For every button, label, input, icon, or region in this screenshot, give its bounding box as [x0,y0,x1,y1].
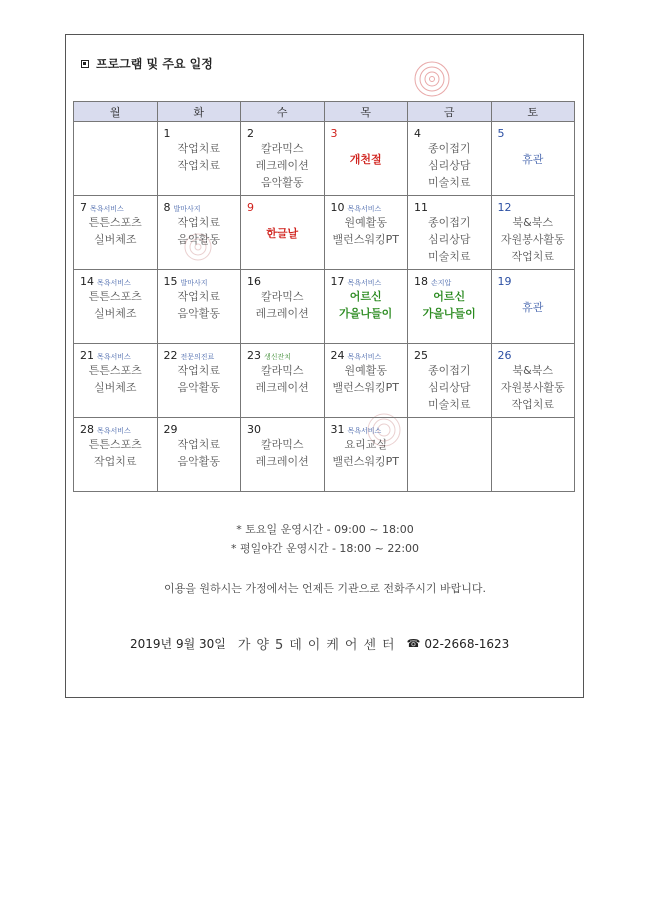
activity: 작업치료 [177,364,220,377]
day-number: 2 [247,127,254,140]
service-tag: 목욕서비스 [347,279,382,287]
calendar-cell [324,196,408,270]
outing-label: 가을나들이 [422,307,476,320]
day-number: 3 [330,127,338,140]
weekday-sat: 토 [491,102,575,122]
activity: 실버체조 [93,307,137,320]
holiday-label: 한글날 [266,227,299,240]
day-number [80,349,131,362]
activity: 원예활동 [344,216,387,229]
activity: 종이접기 [427,216,471,229]
day-number [247,349,291,362]
activity: 심리상담 [427,159,471,172]
day-number-text: 23 [247,349,261,362]
day-number: 11 [414,201,428,214]
day-number [80,423,131,436]
weekday-thu: 목 [324,102,408,122]
service-tag: 손지압 [431,279,452,287]
activity: 작업치료 [177,142,220,155]
calendar-cell [324,122,408,196]
activity: 북&북스 [512,216,553,229]
calendar-cell [74,344,158,418]
day-number: 9 [247,201,254,214]
day-number-text: 24 [330,349,345,362]
day-number-text: 15 [163,275,178,288]
day-number: 12 [497,201,512,214]
day-number [331,349,382,362]
activity: 튼튼스포츠 [88,438,142,451]
activity: 종이접기 [427,142,471,155]
activity: 레크레이션 [255,307,309,320]
calendar-cell [74,270,158,344]
activity: 작업치료 [177,290,220,303]
calendar-cell [408,344,492,418]
activity: 음악활동 [260,176,304,189]
calendar-week-row [74,344,575,418]
weekday-tue: 화 [157,102,241,122]
day-number [164,201,201,214]
day-number: 1 [163,127,171,140]
calendar-cell [157,270,241,344]
service-tag: 전문의진료 [180,353,215,361]
outing-label: 어르신 [349,290,382,303]
activity: 작업치료 [511,250,554,263]
activity: 밸런스워킹PT [332,455,399,468]
center-name: 가양5데이케어센터 [237,638,401,653]
activity: 튼튼스포츠 [88,290,142,303]
activity: 음악활동 [177,233,220,246]
activity: 음악활동 [177,381,220,394]
day-number-text: 7 [80,201,87,214]
activity: 음악활동 [177,455,220,468]
section-title-text: 프로그램 및 주요 일정 [96,57,213,71]
note-saturday-hours: * 토요일 운영시간 - 09:00 ~ 18:00 [236,523,414,536]
service-tag: 목욕서비스 [347,205,382,213]
outing-label: 가을나들이 [339,307,393,320]
outing-label: 어르신 [433,290,466,303]
calendar-cell [157,122,241,196]
calendar-cell-empty [74,122,158,196]
activity: 레크레이션 [255,381,309,394]
day-number: 16 [247,275,261,288]
activity: 튼튼스포츠 [88,216,142,229]
activity: 심리상담 [427,233,471,246]
day-number: 26 [497,349,512,362]
day-number [80,201,124,214]
calendar-cell [408,270,492,344]
service-tag: 목욕서비스 [347,353,382,361]
activity: 심리상담 [427,381,471,394]
calendar-cell [241,344,325,418]
activity: 미술치료 [427,250,471,263]
calendar-header-row [74,102,575,122]
day-number [164,349,215,362]
calendar-cell [491,270,575,344]
day-number-text: 22 [163,349,178,362]
activity: 자원봉사활동 [500,381,565,394]
activity: 레크레이션 [255,159,309,172]
service-tag: 발마사지 [173,205,201,213]
footer [130,634,509,653]
calendar-cell [491,344,575,418]
note-weekday-night-hours: * 평일야간 운영시간 - 18:00 ~ 22:00 [230,542,420,555]
activity: 음악활동 [177,307,220,320]
activity: 칼라믹스 [260,364,304,377]
activity: 작업치료 [93,455,137,468]
service-tag: 목욕서비스 [347,427,382,435]
calendar-cell-empty [408,418,492,492]
calendar-cell [408,196,492,270]
day-number-text: 21 [80,349,94,362]
day-number [80,275,131,288]
activity: 작업치료 [511,398,554,411]
activity: 미술치료 [427,176,471,189]
day-number: 30 [247,423,261,436]
activity: 종이접기 [427,364,471,377]
day-number-text: 14 [80,275,94,288]
service-tag: 목욕서비스 [90,205,124,213]
activity: 원예활동 [344,364,387,377]
activity: 미술치료 [427,398,471,411]
day-number [414,275,451,288]
activity: 실버체조 [93,381,137,394]
service-tag: 목욕서비스 [97,427,131,435]
day-number [331,275,382,288]
day-number: 25 [414,349,428,362]
activity: 튼튼스포츠 [88,364,142,377]
calendar-cell [241,196,325,270]
calendar-week-row [74,270,575,344]
activity: 작업치료 [177,438,220,451]
calendar-cell [241,418,325,492]
day-number-text: 18 [414,275,428,288]
weekday-mon: 월 [74,102,158,122]
activity: 밸런스워킹PT [332,233,399,246]
service-tag: 생신잔치 [264,353,292,361]
day-number: 29 [163,423,178,436]
activity: 칼라믹스 [260,438,304,451]
calendar-cell [241,122,325,196]
calendar-cell [324,418,408,492]
calendar-cell [241,270,325,344]
calendar-week-row [74,196,575,270]
day-number: 5 [497,127,505,140]
activity: 밸런스워킹PT [332,381,399,394]
activity: 요리교실 [344,438,387,451]
note-contact: 이용을 원하시는 가정에서는 언제든 기관으로 전화주시기 바랍니다. [163,582,486,595]
service-tag: 목욕서비스 [97,353,131,361]
day-number-text: 28 [80,423,94,436]
calendar-cell [491,196,575,270]
activity: 북&북스 [512,364,553,377]
day-number-text: 8 [163,201,171,214]
calendar-cell [74,418,158,492]
day-number-text: 17 [330,275,345,288]
calendar-cell [157,418,241,492]
activity: 작업치료 [177,159,220,172]
phone-icon: ☎ [406,637,421,650]
day-number [331,201,382,214]
holiday-label: 개천절 [349,153,382,166]
activity: 레크레이션 [255,455,309,468]
day-number [164,275,208,288]
service-tag: 목욕서비스 [97,279,131,287]
calendar-cell [157,344,241,418]
day-number [331,423,382,436]
activity: 실버체조 [93,233,137,246]
closed-label: 휴관 [522,153,544,166]
activity: 작업치료 [177,216,220,229]
section-title [81,55,213,72]
activity: 자원봉사활동 [500,233,565,246]
stamp-mark-icon [413,60,451,98]
weekday-fri: 금 [408,102,492,122]
calendar-cell [491,122,575,196]
calendar-cell-empty [491,418,575,492]
day-number: 19 [497,275,512,288]
activity: 칼라믹스 [260,290,304,303]
calendar-cell [74,196,158,270]
day-number: 4 [414,127,421,140]
footer-date: 2019년 9월 30일 [130,637,226,651]
calendar-table [73,101,575,492]
day-number-text: 31 [330,423,345,436]
calendar-cell [157,196,241,270]
calendar-cell [324,344,408,418]
activity: 칼라믹스 [260,142,304,155]
calendar-cell [324,270,408,344]
calendar-cell [408,122,492,196]
square-bullet-icon [81,60,89,68]
calendar-week-row [74,418,575,492]
day-number-text: 10 [330,201,345,214]
calendar-week-row [74,122,575,196]
phone-number: 02-2668-1623 [424,636,510,651]
closed-label: 휴관 [522,301,544,314]
service-tag: 발마사지 [180,279,208,287]
weekday-wed: 수 [241,102,325,122]
